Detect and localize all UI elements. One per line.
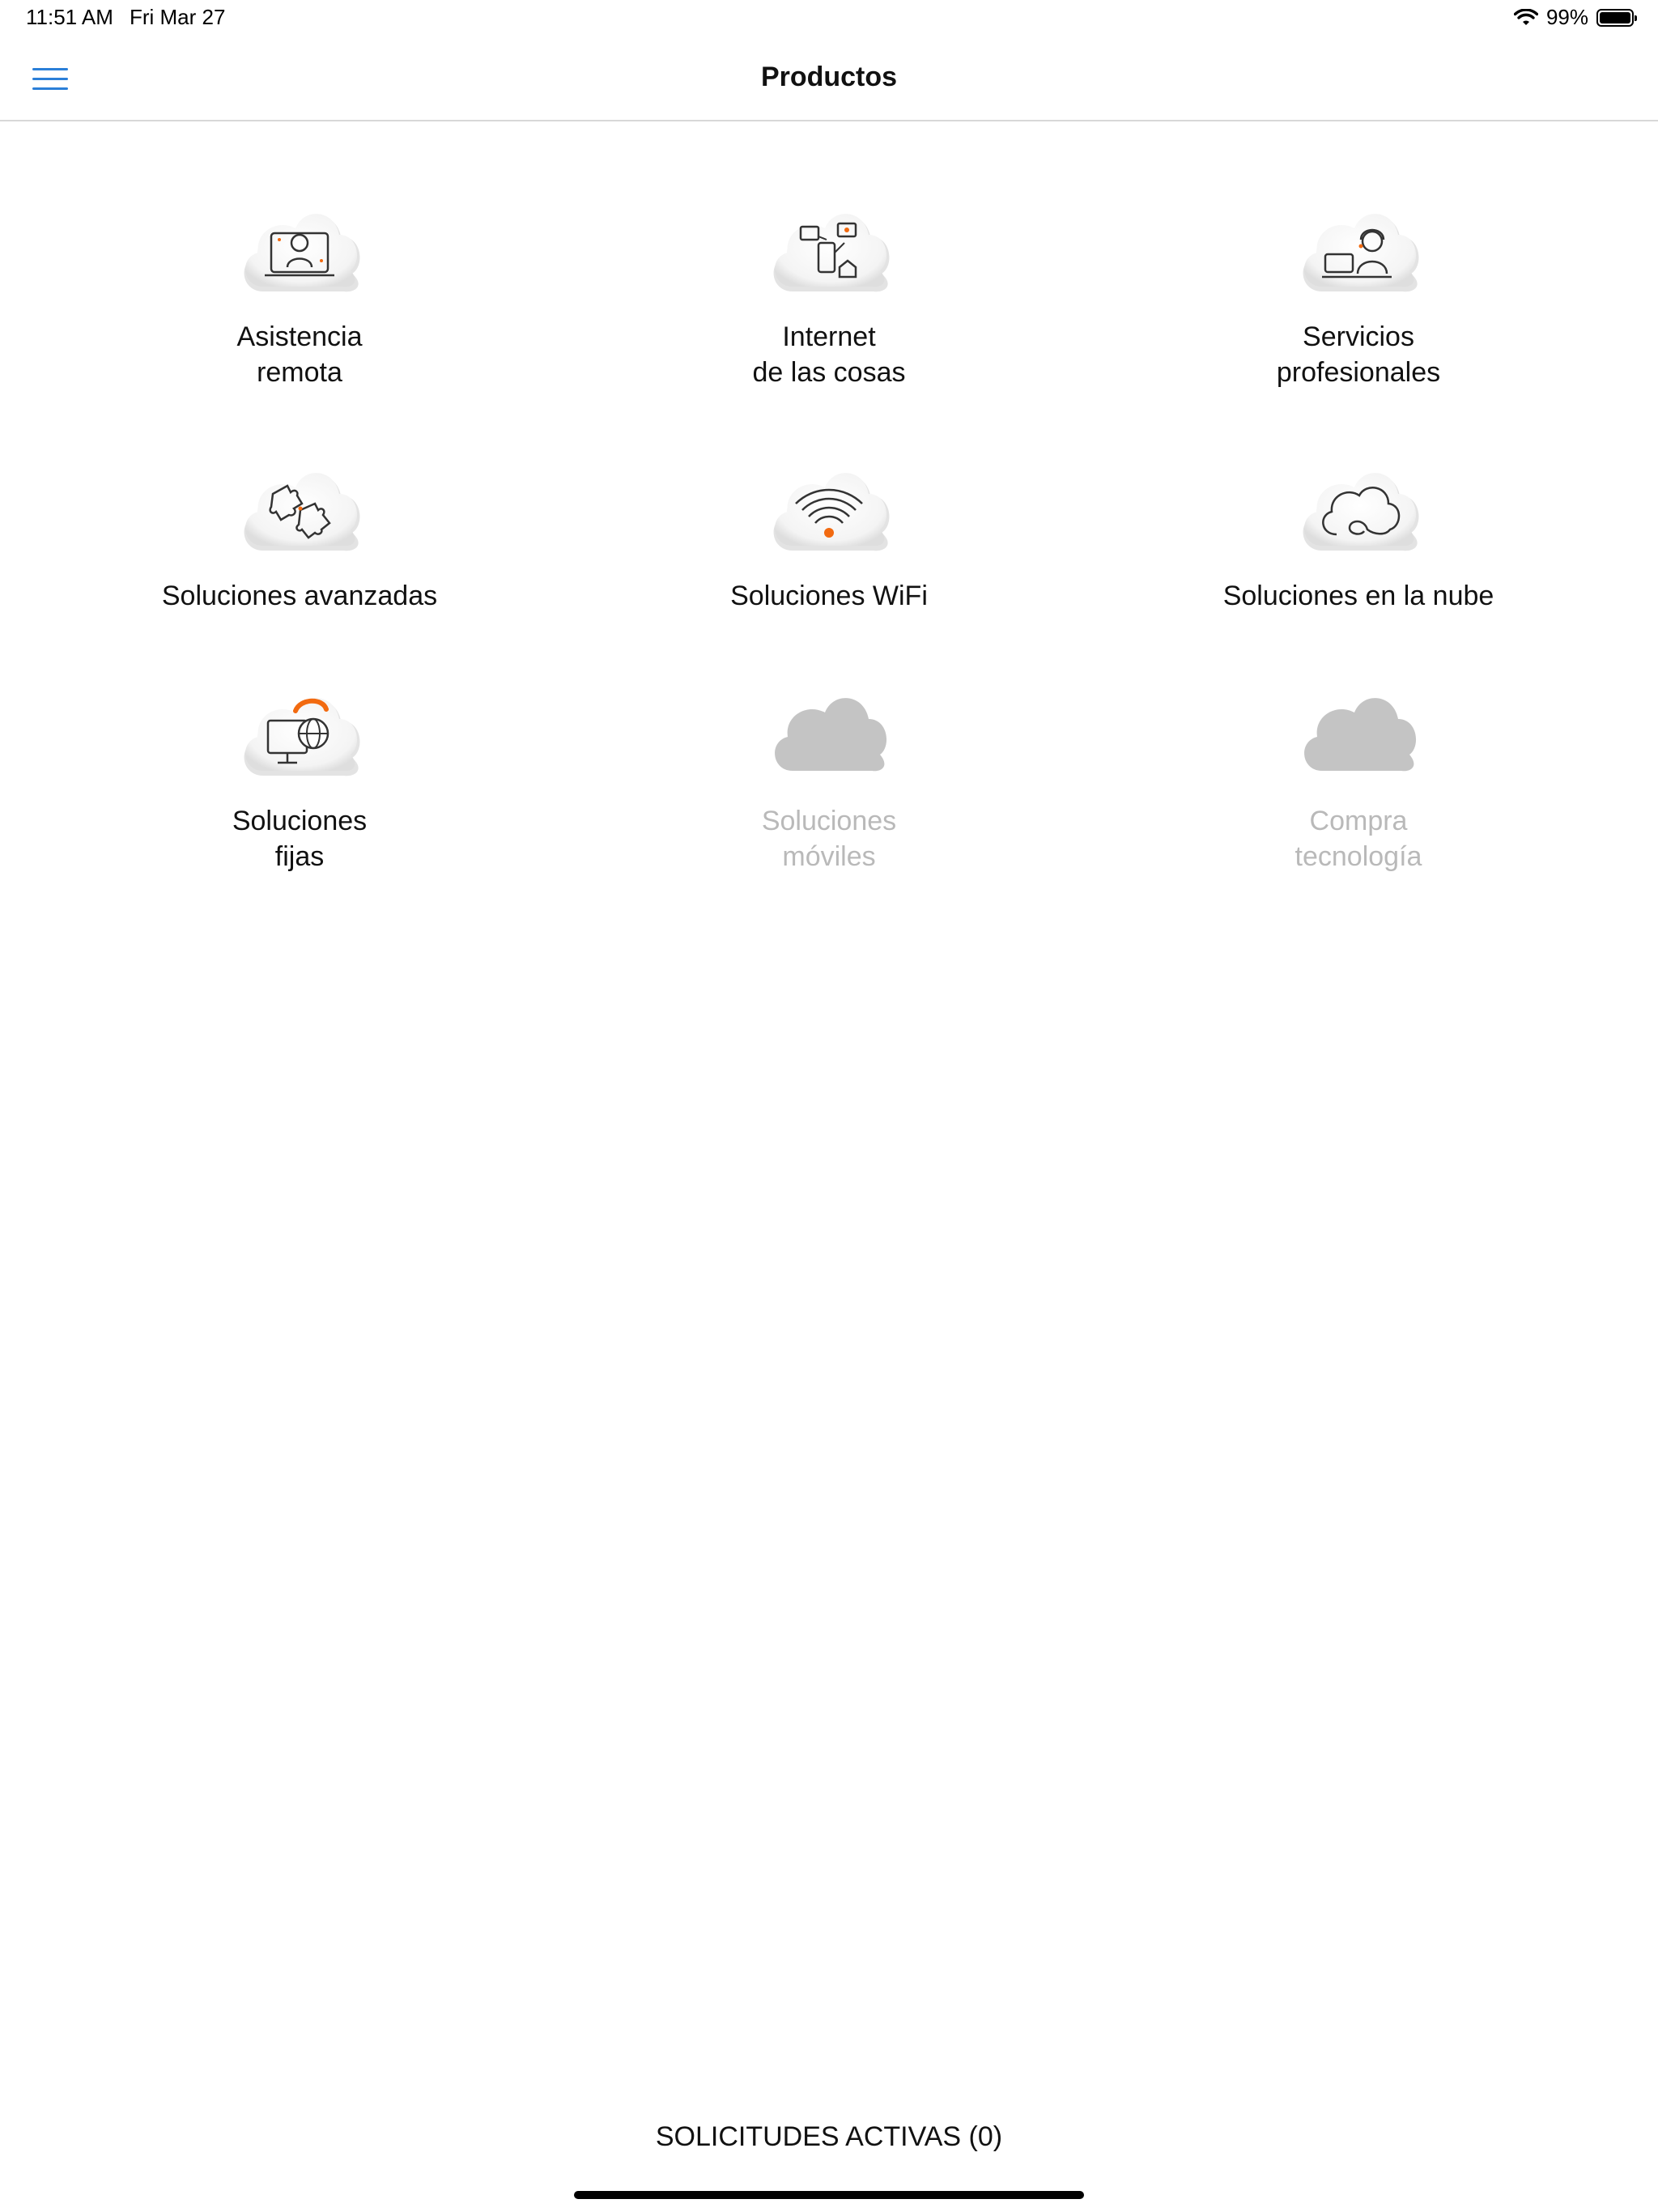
wifi-signal-icon [760,445,898,559]
status-bar [0,0,1658,37]
remote-assistance-icon [231,186,368,300]
battery-fill [1600,12,1630,23]
status-right [1514,5,1634,30]
product-label: Internet de las cosas [752,321,906,388]
navigation-bar [0,37,1658,121]
puzzle-icon [231,445,368,559]
product-tile-advanced-solutions[interactable] [81,445,518,614]
product-label: Soluciones móviles [761,806,897,872]
product-label: Asistencia remota [236,321,363,388]
product-tile-mobile-solutions[interactable] [610,670,1048,874]
status-time: 11:51 AM [26,5,113,29]
product-tile-professional-services[interactable] [1140,186,1577,390]
product-label: Soluciones avanzadas [161,581,438,611]
product-tile-iot[interactable] [610,186,1048,390]
product-tile-fixed-solutions[interactable] [81,670,518,874]
home-indicator[interactable] [574,2191,1084,2199]
product-tile-cloud-solutions[interactable] [1140,445,1577,614]
active-requests-button[interactable]: SOLICITUDES ACTIVAS (0) [655,2121,1003,2152]
product-tile-wifi-solutions[interactable] [610,445,1048,614]
product-label: Servicios profesionales [1276,321,1441,388]
battery-percentage: 99% [1545,5,1588,29]
iot-icon [760,186,898,300]
product-tile-remote-assistance[interactable] [81,186,518,390]
battery-icon [1596,9,1634,27]
product-tile-buy-technology[interactable] [1140,670,1577,874]
wifi-icon [1514,9,1538,27]
cloud-placeholder-icon [760,670,898,784]
product-label: Soluciones fijas [232,806,368,872]
cloud-solutions-icon [1290,445,1427,559]
status-left [26,5,225,30]
page-title: Productos [760,62,898,92]
product-label: Compra tecnología [1295,806,1422,872]
cloud-placeholder-icon [1290,670,1427,784]
fixed-line-icon [231,670,368,784]
professional-services-icon [1290,186,1427,300]
status-date: Fri Mar 27 [129,5,226,29]
product-label: Soluciones en la nube [1222,581,1494,611]
product-label: Soluciones WiFi [730,581,928,611]
